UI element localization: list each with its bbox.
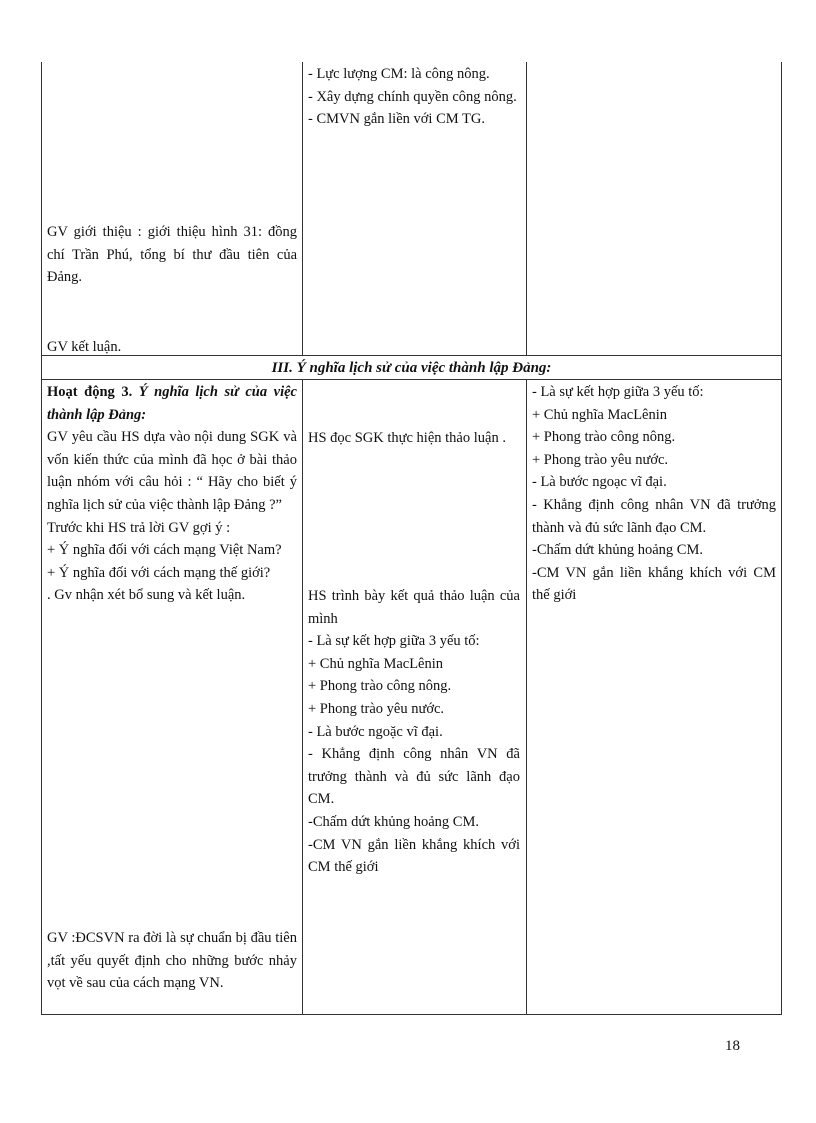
activity-intro: GV yêu cầu HS dựa vào nội dung SGK và vốn kiến thức của mình đã học ở bài thảo luận nhóm với câu hỏi : “ Hãy cho biết ý nghĩa lịch sử của việc thành lập Đảng ?” [47,429,297,513]
row2-col2-present [308,585,520,879]
table-column-divider-2-lower [526,380,527,1015]
row2-col2-read [308,427,520,450]
student-present-text: HS trình bày kết quả thảo luận của mình [308,588,520,627]
section-title: III. Ý nghĩa lịch sử của việc thành lập Đảng: [271,360,552,376]
list-item: -CM VN gắn liền khắng khích với CM thế giới [308,836,520,876]
page-number: 18 [725,1038,740,1054]
list-item: -Chấm dứt khủng hoảng CM. [308,813,479,830]
list-item: + Phong trào yêu nước. [532,451,669,468]
list-item: - Là sự kết hợp giữa 3 yếu tố: [308,633,480,650]
list-item: - Là sự kết hợp giữa 3 yếu tố: [532,384,704,400]
row1-col2 [308,63,520,131]
teacher-intro-text: GV giới thiệu : giới thiệu hình 31: đồng chí Trần Phú, tổng bí thư đầu tiên của Đảng. [47,224,297,286]
hint-item: + Ý nghĩa đối với cách mạng thế giới? [47,564,271,581]
row2-col3 [532,381,776,607]
list-item: - Là bước ngoặc vĩ đại. [308,723,443,740]
hint-item: + Ý nghĩa đối với cách mạng Việt Nam? [47,542,282,559]
row2-col1-conclusion-block [47,927,297,995]
table-border-bottom [41,1014,782,1015]
teacher-conclusion-text: GV kết luận. [47,339,122,355]
row1-col1-intro [47,221,297,289]
list-item: + Phong trào yêu nước. [308,700,445,717]
table-row-divider-2 [41,379,782,380]
list-item: + Phong trào công nông. [308,678,452,695]
list-item: - Xây dựng chính quyền công nông. [308,88,517,105]
list-item: - Khẳng định công nhân VN đã trưởng thành và đủ sức lãnh đạo CM. [532,496,776,536]
student-read-text: HS đọc SGK thực hiện thảo luận . [308,430,506,446]
row1-col1-conclusion [47,336,297,359]
list-item: - Lực lượng CM: là công nông. [308,66,490,82]
table-column-divider-1 [302,62,303,355]
activity-heading [47,381,297,426]
activity-title: Ý nghĩa lịch sử của việc thành lập Đảng: [47,384,297,423]
list-item: -Chấm dứt khủng hoảng CM. [532,542,703,559]
row2-col1 [47,381,297,607]
list-item: + Chủ nghĩa MacLênin [308,655,444,672]
table-column-divider-1-lower [302,380,303,1015]
teacher-final-conclusion: GV :ĐCSVN ra đời là sự chuẩn bị đầu tiên ,tất yếu quyết định cho những bước nhảy vọt về sau của cách mạng VN. [47,930,297,992]
table-column-divider-2 [526,62,527,355]
list-item: + Phong trào công nông. [532,429,676,446]
hint-lead: Trước khi HS trả lời GV gợi ý : [47,519,231,536]
table-border-right [781,62,782,1015]
list-item: - CMVN gắn liền với CM TG. [308,111,485,128]
list-item: -CM VN gắn liền khắng khích với CM thế giới [532,564,776,604]
teacher-remark: . Gv nhận xét bổ sung và kết luận. [47,587,246,604]
activity-prefix: Hoạt động 3. [47,384,133,400]
list-item: - Khẳng định công nhân VN đã trưởng thành và đủ sức lãnh đạo CM. [308,746,520,808]
list-item: - Là bước ngoạc vĩ đại. [532,474,667,491]
table-border-left [41,62,42,1015]
list-item: + Chủ nghĩa MacLênin [532,406,668,423]
